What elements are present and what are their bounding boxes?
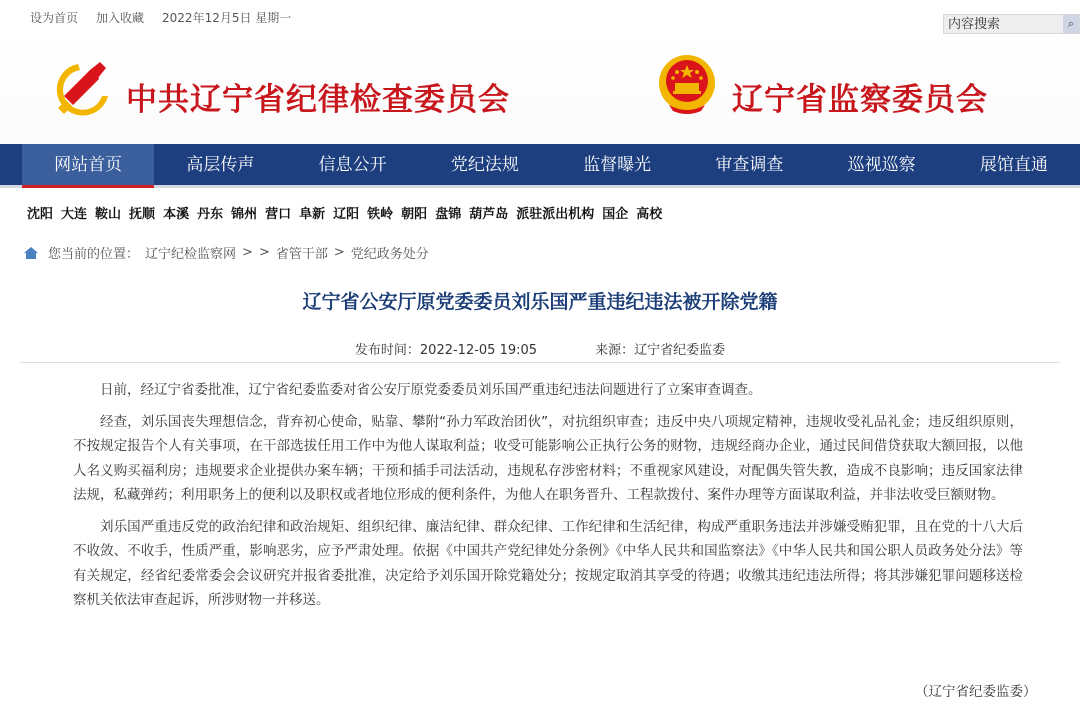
nav-item-regulations[interactable]: 党纪法规 [450,155,519,175]
city-link[interactable]: 辽阳 [333,207,360,222]
article-signature: （辽宁省纪委监委） [915,684,1037,700]
nav-item-investigation[interactable]: 审查调查 [715,155,784,175]
article-paragraph: 刘乐国严重违反党的政治纪律和政治规矩、组织纪律、廉洁纪律、群众纪律、工作纪律和生活纪律，构成严重职务违法并涉嫌受贿犯罪，且在党的十八大后不收敛、不收手，性质严重，影响恶劣，应予严肃处理。依据《中国共产党纪律处分条例》《中华人民共和国监察法》《中华人民共和国公职人员政务处分法》等有关规定，经省纪委常委会会议研究并报省委批准，决定给予刘乐国开除党籍处分；按规定取消其享受的待遇；收缴其违纪违法所得；将其涉嫌犯罪问题移送检察机关依法审查起诉，所涉财物一并移送。 [73,518,1023,608]
city-link[interactable]: 盘锦 [435,207,462,222]
city-link[interactable]: 国企 [602,207,629,222]
home-icon [24,247,38,259]
publish-time: 发布时间：2022-12-05 19:05 [354,343,538,358]
breadcrumb [24,243,435,262]
divider [20,362,1060,363]
main-nav [0,144,1080,188]
search-button[interactable] [1063,15,1079,33]
article-source: 来源：辽宁省纪委监委 [595,343,726,358]
article-meta [0,339,1080,358]
city-link[interactable]: 高校 [636,207,663,222]
city-link[interactable]: 锦州 [231,207,258,222]
city-link[interactable]: 营口 [265,207,292,222]
nav-item-exposure[interactable]: 监督曝光 [583,155,652,175]
search-input[interactable] [944,15,1062,33]
city-link[interactable]: 阜新 [299,207,326,222]
breadcrumb-label: 您当前的位置： [48,247,140,262]
article-title: 辽宁省公安厅原党委委员刘乐国严重违纪违法被开除党籍 [302,291,778,313]
city-link[interactable]: 朝阳 [401,207,428,222]
article-body [73,378,1023,620]
city-link[interactable]: 抚顺 [129,207,156,222]
city-link[interactable]: 大连 [61,207,88,222]
city-links [27,203,670,222]
top-bar [0,0,1080,34]
party-emblem-icon [50,56,112,118]
nav-item-home[interactable]: 网站首页 [22,144,154,188]
city-link[interactable]: 鞍山 [95,207,122,222]
breadcrumb-site-link[interactable]: 辽宁纪检监察网 [145,247,237,262]
breadcrumb-sub-link[interactable]: 党纪政务处分 [350,247,429,262]
set-home-link[interactable]: 设为首页 [30,11,79,25]
site-header [0,34,1080,144]
city-link[interactable]: 派驻派出机构 [516,207,595,222]
city-link[interactable]: 丹东 [197,207,224,222]
nav-item-inspection[interactable]: 巡视巡察 [847,155,916,175]
breadcrumb-section-link[interactable]: 省管干部 [275,247,328,262]
search-box [943,14,1080,34]
supervision-commission-title: 辽宁省监察委员会 [732,82,988,118]
state-emblem-icon [655,53,719,117]
current-date: 2022年12月5日 星期一 [162,11,292,25]
breadcrumb-separator: > [258,245,270,260]
nav-item-leadership[interactable]: 高层传声 [186,155,255,175]
city-link[interactable]: 本溪 [163,207,190,222]
nav-item-info-disclosure[interactable]: 信息公开 [318,155,387,175]
article-paragraph: 经查，刘乐国丧失理想信念，背弃初心使命，贴靠、攀附“孙力军政治团伙”，对抗组织审查；违反中央八项规定精神，违规收受礼品礼金；违反组织原则，不按规定报告个人有关事项，在干部选拔任用工作中为他人谋取利益；收受可能影响公正执行公务的财物，违规经商办企业，通过民间借贷获取大额回报，以他人名义购买福利房；违规要求企业提供办案车辆；干预和插手司法活动，违规私存涉密材料；不重视家风建设，对配偶失管失教，造成不良影响；违反国家法律法规，私藏弹药；利用职务上的便利以及职权或者地位形成的便利条件，为他人在职务晋升、工程款拨付、案件办理等方面谋取利益，并非法收受巨额财物。 [73,413,1023,503]
search-icon: ⌕ [1067,17,1075,30]
nav-item-exhibition[interactable]: 展馆直通 [979,155,1048,175]
breadcrumb-separator: > [333,245,345,260]
city-link[interactable]: 铁岭 [367,207,394,222]
city-link[interactable]: 沈阳 [27,207,54,222]
party-commission-title: 中共辽宁省纪律检查委员会 [126,82,510,118]
bookmark-link[interactable]: 加入收藏 [96,11,145,25]
city-link[interactable]: 葫芦岛 [469,207,509,222]
breadcrumb-separator: > [242,245,253,260]
article-paragraph: 日前，经辽宁省委批准，辽宁省纪委监委对省公安厅原党委委员刘乐国严重违纪违法问题进行了立案审查调查。 [100,382,762,398]
